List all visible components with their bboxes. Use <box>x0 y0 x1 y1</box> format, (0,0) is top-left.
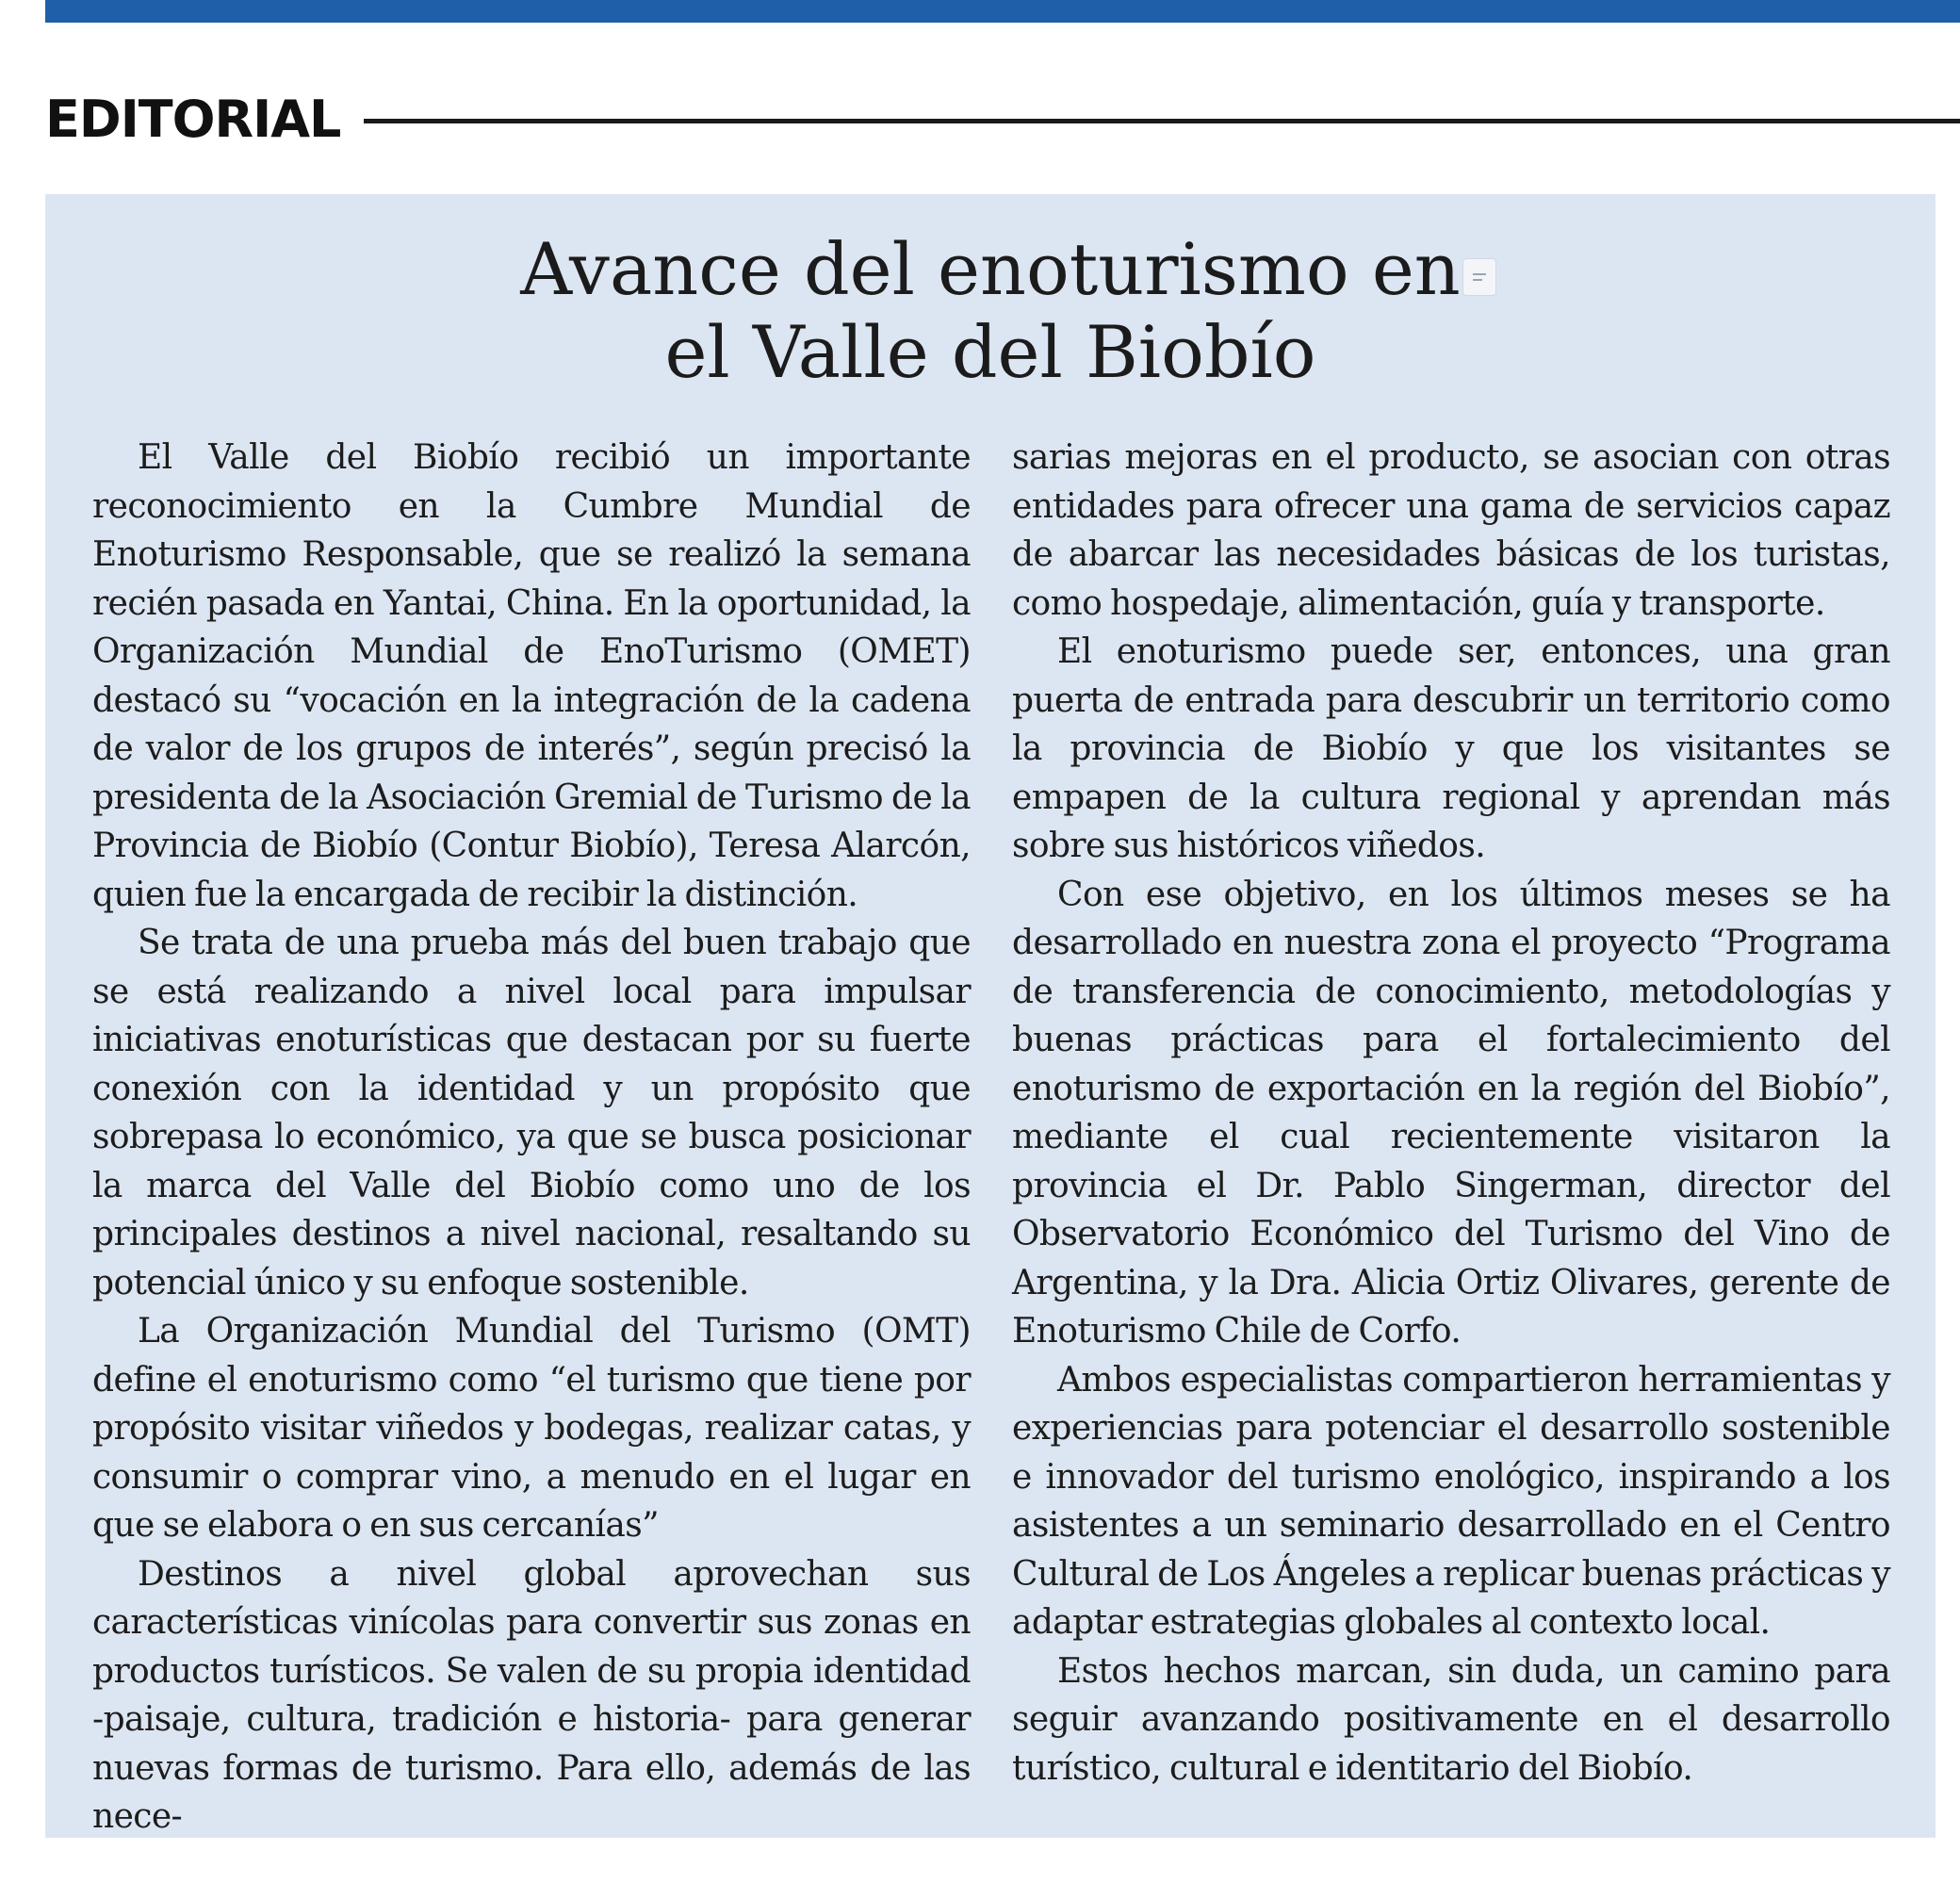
paragraph-3: La Organización Mundial del Turismo (OMT) define el enoturismo como “el turismo que tiene por propósito visitar viñedos y bodegas, realizar catas, y consumir o comprar vino, a menudo en el lugar en que se elabora o en sus cercanías” <box>92 1312 971 1545</box>
paragraph-2: Se trata de una prueba más del buen trabajo que se está realizando a nivel local para impulsar iniciativas enoturísticas que destacan por su fuerte conexión con la identidad y un propósito que sobrepasa lo económico, ya que se busca posicionar la marca del Valle del Biobío como uno de los principales destinos a nivel nacional, resaltando su potencial único y su enfoque sostenible. <box>92 924 971 1302</box>
left-column <box>92 434 971 1842</box>
editorial-panel <box>45 194 1936 1838</box>
right-column <box>1012 434 1890 1793</box>
paragraph-7: Ambos especialistas compartieron herramientas y experiencias para potenciar el desarrollo sostenible e innovador del turismo enológico, inspirando a los asistentes a un seminario desarrollado en el Centro Cultural de Los Ángeles a replicar buenas prácticas y adaptar estrategias globales al contexto local. <box>1012 1360 1890 1642</box>
headline <box>45 228 1936 394</box>
paragraph-4-continued: sarias mejoras en el producto, se asocian con otras entidades para ofrecer una gama de servicios capaz de abarcar las necesidades básicas de los turistas, como hospedaje, alimentación, guía y transporte. <box>1012 438 1890 623</box>
paragraph-5: El enoturismo puede ser, entonces, una gran puerta de entrada para descubrir un territorio como la provincia de Biobío y que los visitantes se empapen de la cultura regional y aprendan más sobre sus históricos viñedos. <box>1012 632 1890 865</box>
headline-line-1: Avance del enoturismo en <box>520 227 1461 311</box>
section-divider <box>364 119 1960 123</box>
section-label: EDITORIAL <box>45 90 341 149</box>
paragraph-6: Con ese objetivo, en los últimos meses se ha desarrollado en nuestra zona el proyecto “Programa de transferencia de conocimiento, metodologías y buenas prácticas para el fortalecimiento del enoturismo de exportación en la región del Biobío”, mediante el cual recientemente visitaron la provincia el Dr. Pablo Singerman, director del Observatorio Económico del Turismo del Vino de Argentina, y la Dra. Alicia Ortiz Olivares, gerente de Enoturismo Chile de Corfo. <box>1012 875 1890 1351</box>
paragraph-8: Estos hechos marcan, sin duda, un camino para seguir avanzando positivamente en el desarrollo turístico, cultural e identitario del Biobío. <box>1012 1651 1890 1788</box>
top-color-bar <box>45 0 1960 23</box>
paragraph-4: Destinos a nivel global aprovechan sus características vinícolas para convertir sus zonas en productos turísticos. Se valen de su propia identidad -paisaje, cultura, tradición e historia- para generar nuevas formas de turismo. Para ello, además de las nece- <box>92 1554 971 1836</box>
headline-line-2: el Valle del Biobío <box>664 310 1316 394</box>
note-icon[interactable] <box>1462 258 1496 296</box>
paragraph-1: El Valle del Biobío recibió un importante reconocimiento en la Cumbre Mundial de Enoturismo Responsable, que se realizó la semana recién pasada en Yantai, China. En la oportunidad, la Organización Mundial de EnoTurismo (OMET) destacó su “vocación en la integración de la cadena de valor de los grupos de interés”, según precisó la presidenta de la Asociación Gremial de Turismo de la Provincia de Biobío (Contur Biobío), Teresa Alarcón, quien fue la encargada de recibir la distinción. <box>92 438 971 914</box>
